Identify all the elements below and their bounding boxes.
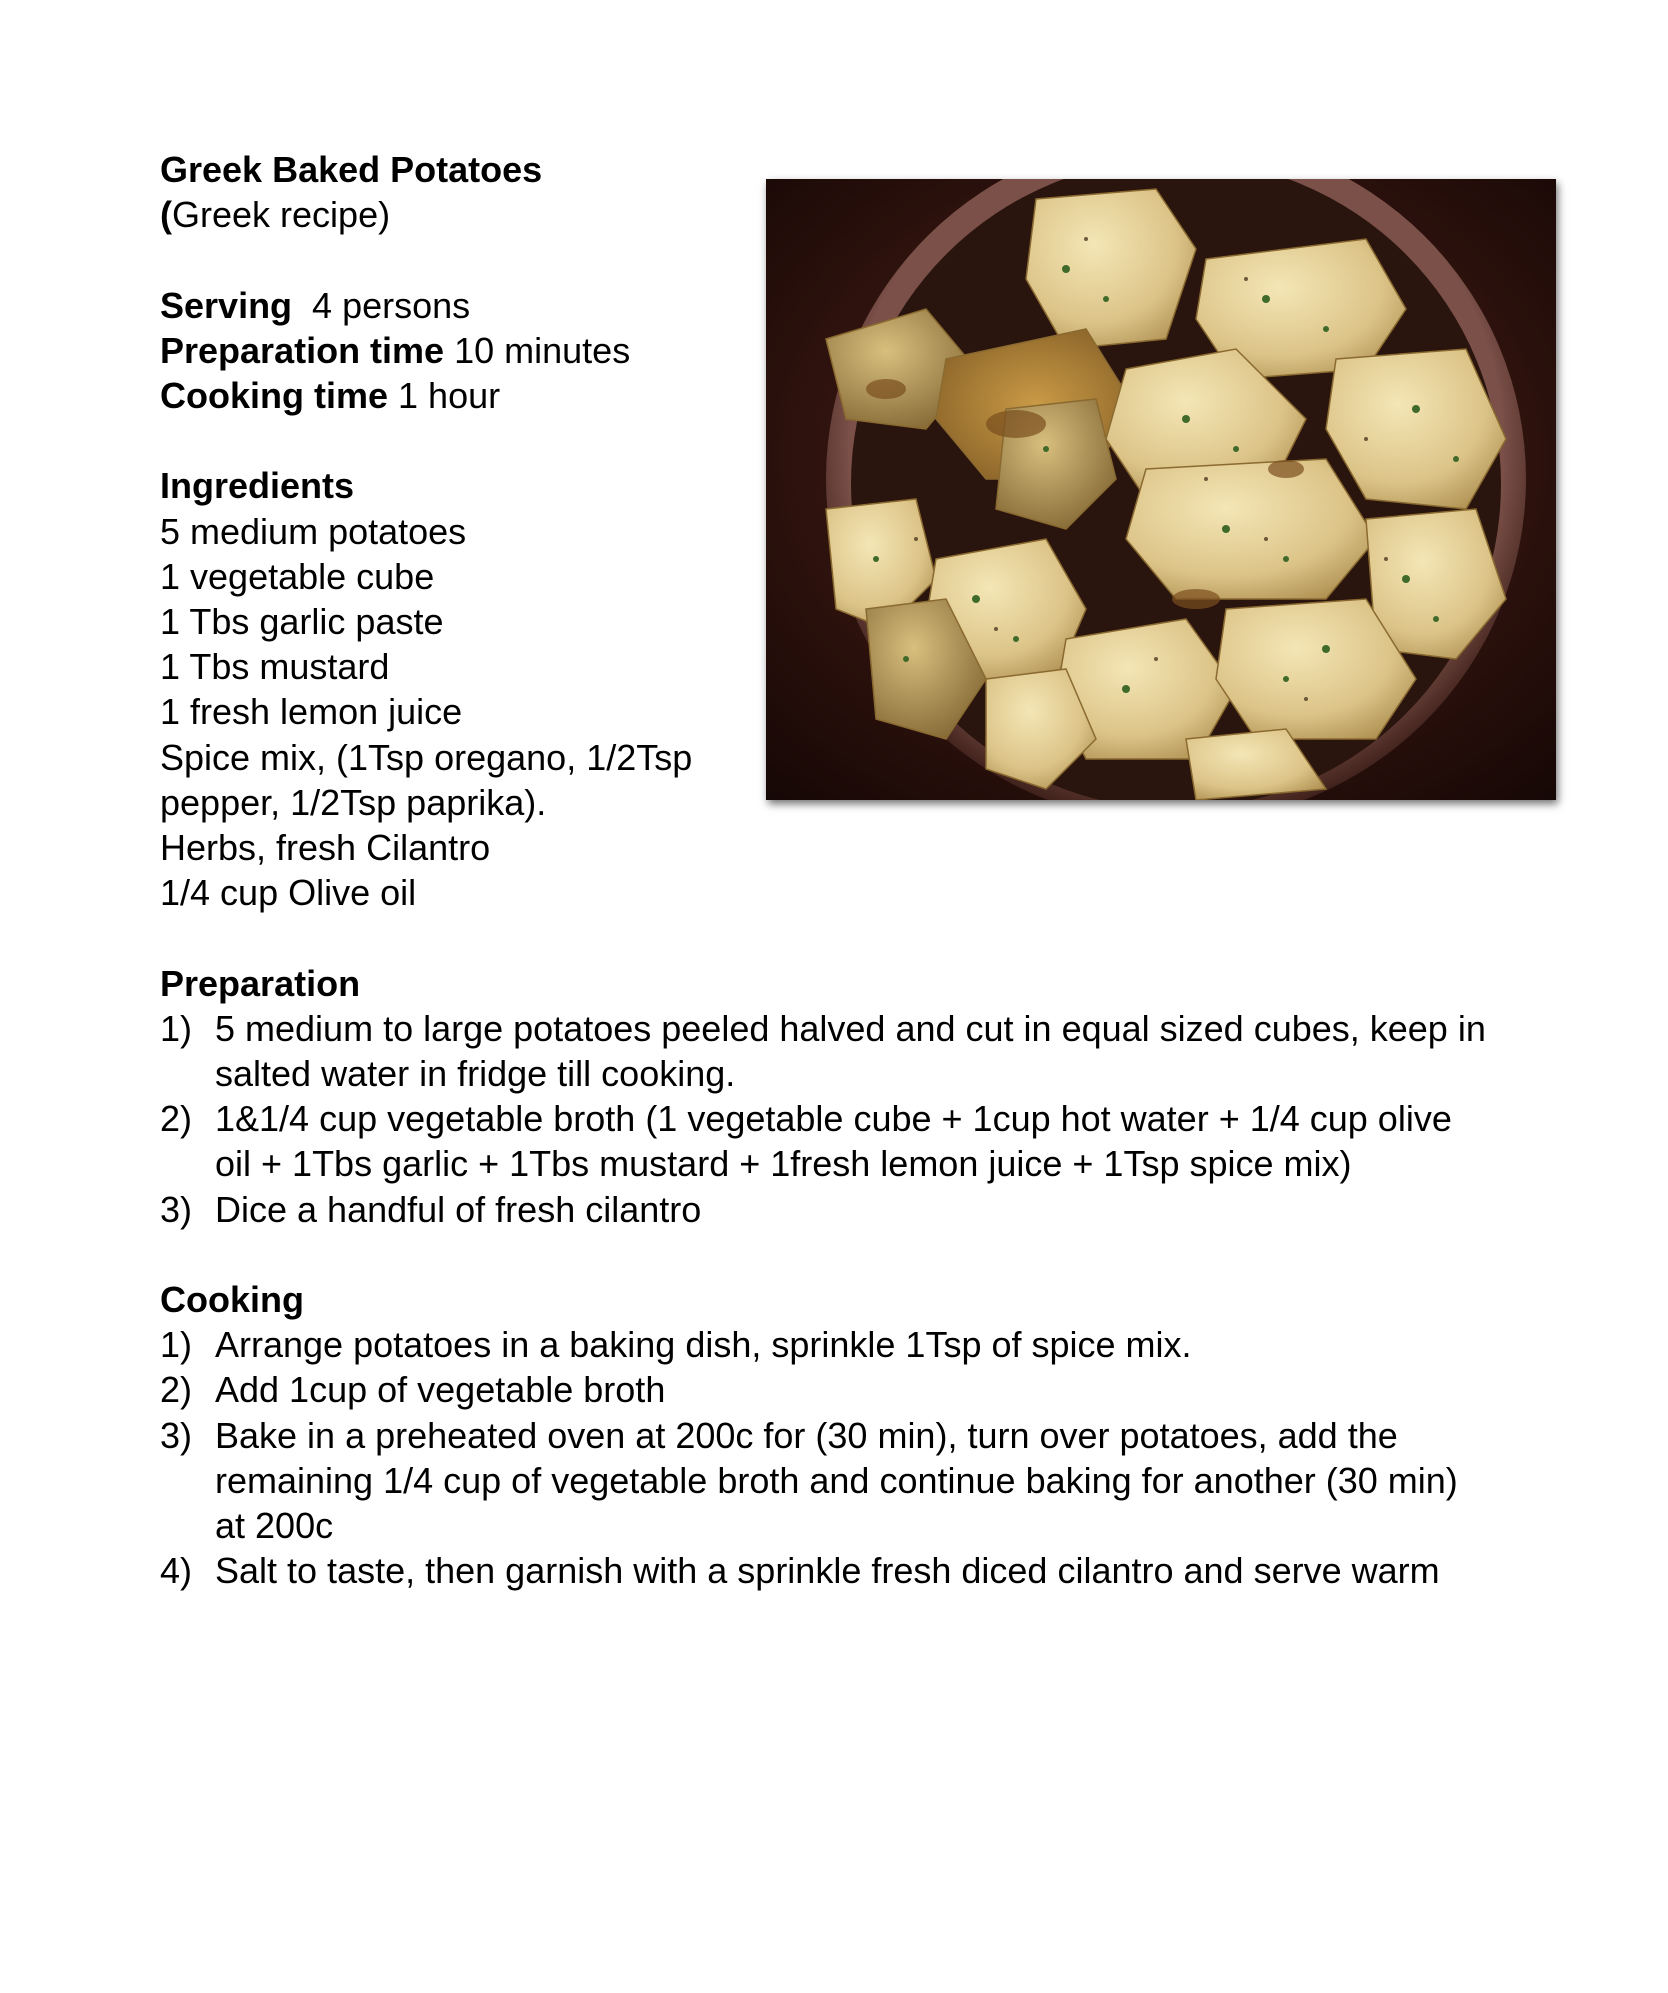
cook-time-label: Cooking time [160, 375, 389, 416]
step-text: salted water in fridge till cooking. [215, 1053, 736, 1095]
cooking-steps [160, 1322, 1560, 1593]
step-number: 3) [160, 1188, 193, 1230]
potatoes-illustration [766, 179, 1556, 800]
ingredients-heading: Ingredients [160, 465, 355, 507]
preparation-steps [160, 1006, 1560, 1232]
prep-time-value: 10 minutes [444, 329, 631, 371]
cooking-step [160, 1413, 1668, 1549]
subtitle-text: Greek recipe) [172, 194, 391, 236]
ingredient-item: 1 vegetable cube [160, 555, 435, 597]
cooking-step [160, 1322, 1668, 1367]
cook-time-value: 1 hour [388, 375, 501, 416]
step-text: oil + 1Tbs garlic + 1Tbs mustard + 1fresh lemon juice + 1Tsp spice mix) [215, 1143, 1352, 1185]
prep-time-label: Preparation time [160, 329, 445, 371]
step-text: at 200c [215, 1505, 334, 1547]
cooking-heading: Cooking [160, 1279, 304, 1321]
step-text: remaining 1/4 cup of vegetable broth and continue baking for another (30 min) [215, 1459, 1458, 1501]
step-text: 1&1/4 cup vegetable broth (1 vegetable cube + 1cup hot water + 1/4 cup olive [215, 1098, 1452, 1140]
preparation-step [160, 1006, 1668, 1096]
recipe-title: Greek Baked Potatoes [160, 149, 543, 190]
step-text: Salt to taste, then garnish with a sprinkle fresh diced cilantro and serve warm [215, 1550, 1440, 1592]
ingredient-item: 1 fresh lemon juice [160, 691, 463, 733]
potatoes-photo [766, 179, 1556, 800]
step-text: Add 1cup of vegetable broth [215, 1369, 666, 1411]
cooking-step [160, 1367, 1668, 1412]
preparation-step [160, 1187, 1668, 1232]
preparation-heading: Preparation [160, 962, 361, 1004]
step-text: Arrange potatoes in a baking dish, sprinkle 1Tsp of spice mix. [215, 1324, 1192, 1366]
ingredient-item: pepper, 1/2Tsp paprika). [160, 781, 547, 823]
ingredient-item: 5 medium potatoes [160, 510, 467, 552]
ingredient-item: Herbs, fresh Cilantro [160, 827, 491, 869]
step-text: 5 medium to large potatoes peeled halved and cut in equal sized cubes, keep in [215, 1007, 1486, 1049]
serving-value: 4 persons [292, 284, 471, 326]
step-text: Dice a handful of fresh cilantro [215, 1188, 702, 1230]
ingredient-item: 1/4 cup Olive oil [160, 872, 417, 914]
subtitle-paren: ( [160, 194, 172, 236]
step-number: 2) [160, 1098, 193, 1140]
preparation-step [160, 1096, 1668, 1186]
step-text: Bake in a preheated oven at 200c for (30 min), turn over potatoes, add the [215, 1414, 1398, 1456]
ingredient-item: Spice mix, (1Tsp oregano, 1/2Tsp [160, 736, 693, 778]
cooking-step [160, 1548, 1668, 1593]
ingredient-item: 1 Tbs mustard [160, 646, 390, 688]
ingredient-item: 1 Tbs garlic paste [160, 601, 444, 642]
serving-label: Serving [160, 284, 293, 326]
step-number: 3) [160, 1414, 193, 1456]
step-number: 1) [160, 1324, 193, 1366]
step-number: 2) [160, 1369, 193, 1411]
step-number: 1) [160, 1007, 193, 1049]
step-number: 4) [160, 1550, 193, 1592]
